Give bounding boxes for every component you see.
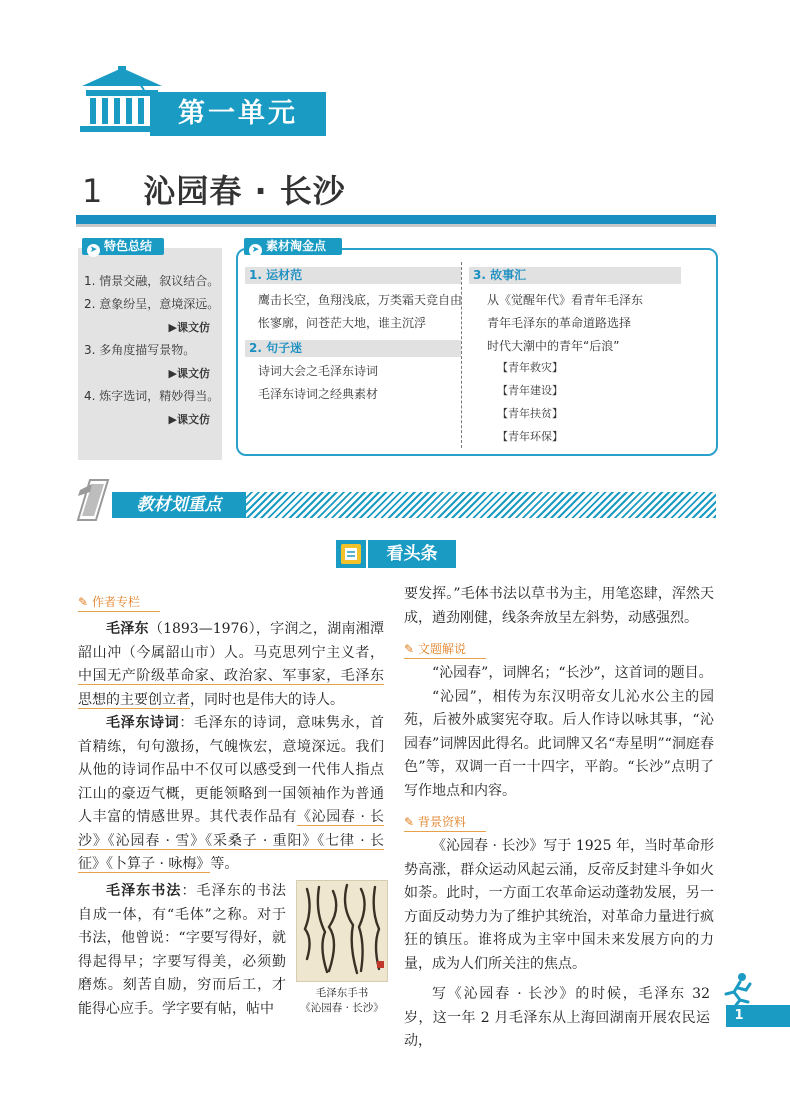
background-label (404, 813, 486, 832)
lesson-number: 1 (82, 172, 104, 210)
text: ：毛泽东的诗词，意味隽永，首首精练，句句激扬，气魄恢宏，意境深远。我们从他的诗词作品中不仅可以感受到一代伟人指点江山的豪迈气概，更能领略到一国领袖作为普通人丰富的情感世界。其代表作品有 (78, 715, 385, 825)
material-line: 诗词大会之毛泽东诗词 (258, 364, 379, 378)
paragraph: 《沁园春 · 长沙》写于 1925 年，当时革命形势高涨，群众运动风起云涌，反帝反封建斗争如火如荼。此时，一方面工农革命运动蓬勃发展，另一方面反动势力为了维护其统治，对革命力量进行疯狂的镇压。谁将成为主宰中国未来发展方向的力量，成为人们所关注的焦点。 (404, 838, 714, 972)
pen-icon: ✎ (404, 642, 415, 656)
feature-summary-tag (82, 238, 164, 255)
material-line: 鹰击长空，鱼翔浅底，万类霜天竞自由 (258, 293, 463, 307)
calligraphy-paragraph (78, 880, 286, 1021)
right-column-continuation (404, 583, 714, 630)
paragraph: 要发挥。”毛体书法以草书为主，用笔恣肆，浑然天成，遒劲刚健，线条奔放呈左斜势，动感强烈。 (404, 586, 714, 626)
arrow-icon: ➤ (249, 244, 262, 257)
feature-item: 4. 炼字选词，精妙得当。 (84, 389, 220, 403)
material-line: 从《觉醒年代》看青年毛泽东 (487, 293, 644, 307)
author-column-label (78, 593, 160, 612)
material-section-lines (258, 360, 378, 406)
feature-ref: ▶课文仿 (168, 367, 210, 380)
feature-ref: ▶课文仿 (168, 321, 210, 334)
author-paragraph (78, 880, 286, 1021)
feature-summary-label: 特色总结 (104, 239, 153, 253)
title-rule (76, 215, 716, 224)
material-subtopic: 【青年扶贫】 (497, 407, 563, 420)
section-banner-label: 教材划重点 (112, 492, 246, 518)
underlined-text: 中国无产阶级革命家、政治家、军事家，毛泽东思想的主要创立者 (78, 668, 384, 708)
calligraphy-image (296, 880, 388, 982)
underlined-text: 《沁园春 · 长沙》《沁园春 · 雪》《采桑子 · 重阳》《七律 · 长征》《卜算子 · 咏梅》 (78, 809, 384, 872)
lesson-name: 沁园春 · 长沙 (143, 172, 346, 210)
background-paragraph-last (404, 983, 710, 1054)
material-subtopic: 【青年建设】 (497, 384, 563, 397)
material-section-title: 3. 故事汇 (469, 267, 681, 284)
term: 毛泽东 (106, 621, 149, 637)
material-subtopic: 【青年环保】 (497, 430, 563, 443)
title-explain-paragraphs (404, 662, 714, 803)
runner-icon (722, 972, 758, 1006)
material-section-lines (487, 289, 643, 358)
term: 毛泽东书法 (106, 883, 182, 899)
text: ：毛泽东的书法自成一体，有“毛体”之称。对于书法，他曾说：“字要写得好，就得起得早；字要写得美，必须勤磨炼。刻苦自励，穷而后工，才能得心应手。学字要有帖，帖中 (78, 883, 287, 1017)
material-section-lines (258, 289, 462, 335)
background-paragraphs (404, 835, 714, 976)
material-line: 青年毛泽东的革命道路选择 (487, 316, 632, 330)
author-paragraph (78, 618, 384, 712)
caption-line: 《沁园春 · 长沙》 (300, 1002, 384, 1014)
paragraph: “沁园”，相传为东汉明帝女儿沁水公主的园苑，后被外戚窦宪夺取。后人作诗以咏其事，“沁园春”词牌因此得名。此词牌又名“寿星明”“洞庭春色”等，双调一百一十四字，平韵。“长沙”点明了写作地点和内容。 (404, 688, 714, 799)
page-number: 1 (734, 1008, 744, 1023)
material-subtopics (497, 356, 563, 448)
headline-label: 看头条 (368, 540, 456, 568)
term: 毛泽东诗词 (106, 715, 180, 731)
notebook-icon (336, 540, 366, 568)
feature-item: 3. 多角度描写景物。 (84, 343, 196, 357)
material-label: 素材淘金点 (266, 239, 327, 253)
paragraph: “沁园春”，词牌名；“长沙”，这首词的题目。 (432, 665, 713, 681)
title-rule-shadow (76, 224, 716, 227)
text: （1893—1976），字润之，湖南湘潭韶山冲（今属韶山市）人。马克思列宁主义者， (78, 621, 385, 661)
title-explain-label (404, 640, 486, 659)
material-section-title: 2. 句子迷 (245, 340, 461, 357)
unit-title: 第一单元 (178, 98, 298, 129)
material-tag (244, 238, 342, 255)
feature-item: 1. 情景交融，叙议结合。 (84, 274, 220, 288)
calligraphy-caption (288, 986, 396, 1016)
feature-summary-list (84, 270, 220, 431)
feature-ref: ▶课文仿 (168, 413, 210, 426)
author-paragraphs (78, 618, 384, 877)
material-line: 怅寥廓，问苍茫大地，谁主沉浮 (258, 316, 427, 330)
arrow-icon: ➤ (87, 244, 100, 257)
pen-icon: ✎ (78, 595, 89, 609)
pen-icon: ✎ (404, 815, 415, 829)
title-explain-text: 文题解说 (418, 642, 467, 656)
text: 等。 (210, 856, 239, 872)
lesson-title (82, 166, 346, 216)
caption-line: 毛泽东手书 (315, 987, 369, 999)
feature-item: 2. 意象纷呈，意境深远。 (84, 297, 220, 311)
material-section-title: 1. 运材范 (245, 267, 461, 284)
material-line: 毛泽东诗词之经典素材 (258, 387, 379, 401)
text: ，同时也是伟大的诗人。 (190, 691, 344, 708)
paragraph: 写《沁园春 · 长沙》的时候，毛泽东 32 岁，这一年 2 月毛泽东从上海回湖南开展农民运动， (404, 986, 710, 1049)
author-column-text: 作者专栏 (92, 595, 141, 609)
background-text: 背景资料 (418, 815, 467, 829)
material-subtopic: 【青年救灾】 (497, 361, 563, 374)
author-paragraph (78, 712, 384, 877)
material-line: 时代大潮中的青年“后浪” (487, 339, 620, 353)
